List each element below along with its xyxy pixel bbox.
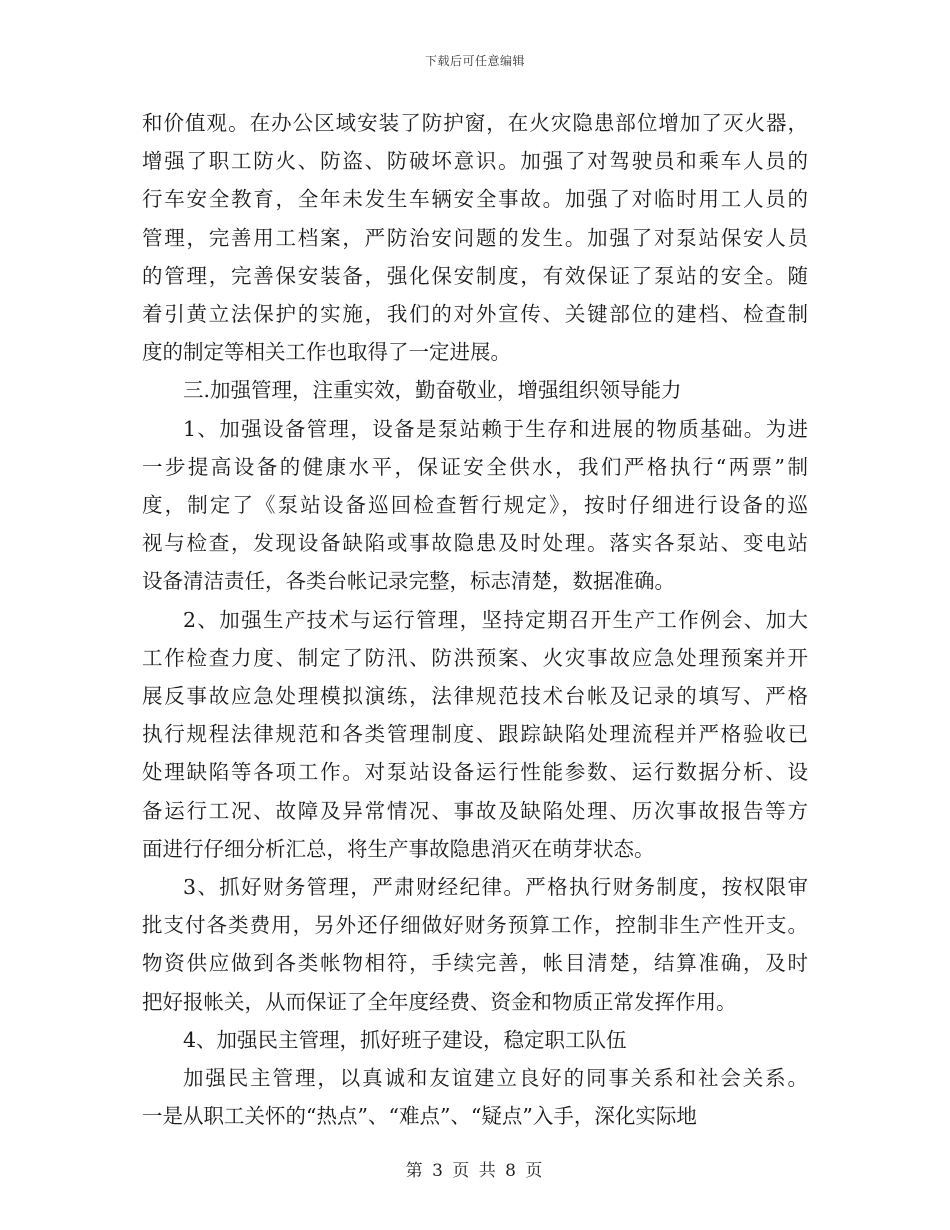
text-line: 加强民主管理，以真诚和友谊建立良好的同事关系和社会关系。 [183, 1066, 808, 1091]
paragraph [142, 1059, 808, 1135]
text-line: 一步提高设备的健康水平，保证安全供水，我们严格执行“两票”制 [142, 454, 808, 479]
paragraph [142, 371, 808, 409]
text-line: 度，制定了《泵站设备巡回检查暂行规定》，按时仔细进行设备的巡 [142, 493, 808, 518]
text-line: 的管理，完善保安装备，强化保安制度，有效保证了泵站的安全。随 [142, 263, 808, 288]
text-line: 把好报帐关，从而保证了全年度经费、资金和物质正常发挥作用。 [142, 989, 737, 1014]
text-line: 物资供应做到各类帐物相符，手续完善，帐目清楚，结算准确，及时 [142, 951, 808, 976]
text-line: 1、加强设备管理，设备是泵站赖于生存和进展的物质基础。为进 [183, 416, 808, 441]
paragraph [142, 1021, 808, 1059]
text-line: 着引黄立法保护的实施，我们的对外宣传、关键部位的建档、检查制 [142, 302, 808, 327]
text-line: 2、加强生产技术与运行管理，坚持定期召开生产工作例会、加大 [183, 607, 808, 632]
text-line: 处理缺陷等各项工作。对泵站设备运行性能参数、运行数据分析、设 [142, 760, 808, 785]
text-line: 三.加强管理，注重实效，勤奋敬业，增强组织领导能力 [183, 378, 682, 403]
paragraph [142, 868, 808, 1021]
text-line: 设备清洁责任，各类台帐记录完整，标志清楚，数据准确。 [142, 569, 675, 594]
text-line: 一是从职工关怀的“热点”、“难点”、“疑点”入手，深化实际地 [142, 1104, 697, 1129]
text-line: 视与检查，发现设备缺陷或事故隐患及时处理。落实各泵站、变电站 [142, 531, 808, 556]
text-line: 展反事故应急处理模拟演练，法律规范技术台帐及记录的填写、严格 [142, 684, 808, 709]
text-line: 增强了职工防火、防盗、防破坏意识。加强了对驾驶员和乘车人员的 [142, 149, 808, 174]
text-line: 和价值观。在办公区域安装了防护窗，在火灾隐患部位增加了灭火器， [142, 111, 808, 135]
text-line: 批支付各类费用，另外还仔细做好财务预算工作，控制非生产性开支。 [142, 913, 808, 938]
text-line: 3、抓好财务管理，严肃财经纪律。严格执行财务制度，按权限审 [183, 875, 808, 900]
text-line: 度的制定等相关工作也取得了一定进展。 [142, 340, 511, 365]
document-body [142, 104, 808, 1135]
page-header: 下载后可任意编辑 [424, 54, 525, 68]
paragraph [142, 601, 808, 868]
text-line: 面进行仔细分析汇总，将生产事故隐患消灭在萌芽状态。 [142, 836, 655, 861]
paragraph [142, 410, 808, 601]
text-line: 4、加强民主管理，抓好班子建设，稳定职工队伍 [183, 1027, 627, 1052]
text-line: 备运行工况、故障及异常情况、事故及缺陷处理、历次事故报告等方 [142, 798, 808, 823]
text-line: 执行规程法律规范和各类管理制度、跟踪缺陷处理流程并严格验收已 [142, 722, 808, 747]
text-line: 管理，完善用工档案，严防治安问题的发生。加强了对泵站保安人员 [142, 225, 808, 250]
text-line: 工作检查力度、制定了防汛、防洪预案、火灾事故应急处理预案并开 [142, 645, 808, 670]
page-footer: 第 3 页 共 8 页 [405, 1161, 545, 1181]
text-line: 行车安全教育，全年未发生车辆安全事故。加强了对临时用工人员的 [142, 187, 808, 212]
paragraph [142, 104, 808, 371]
